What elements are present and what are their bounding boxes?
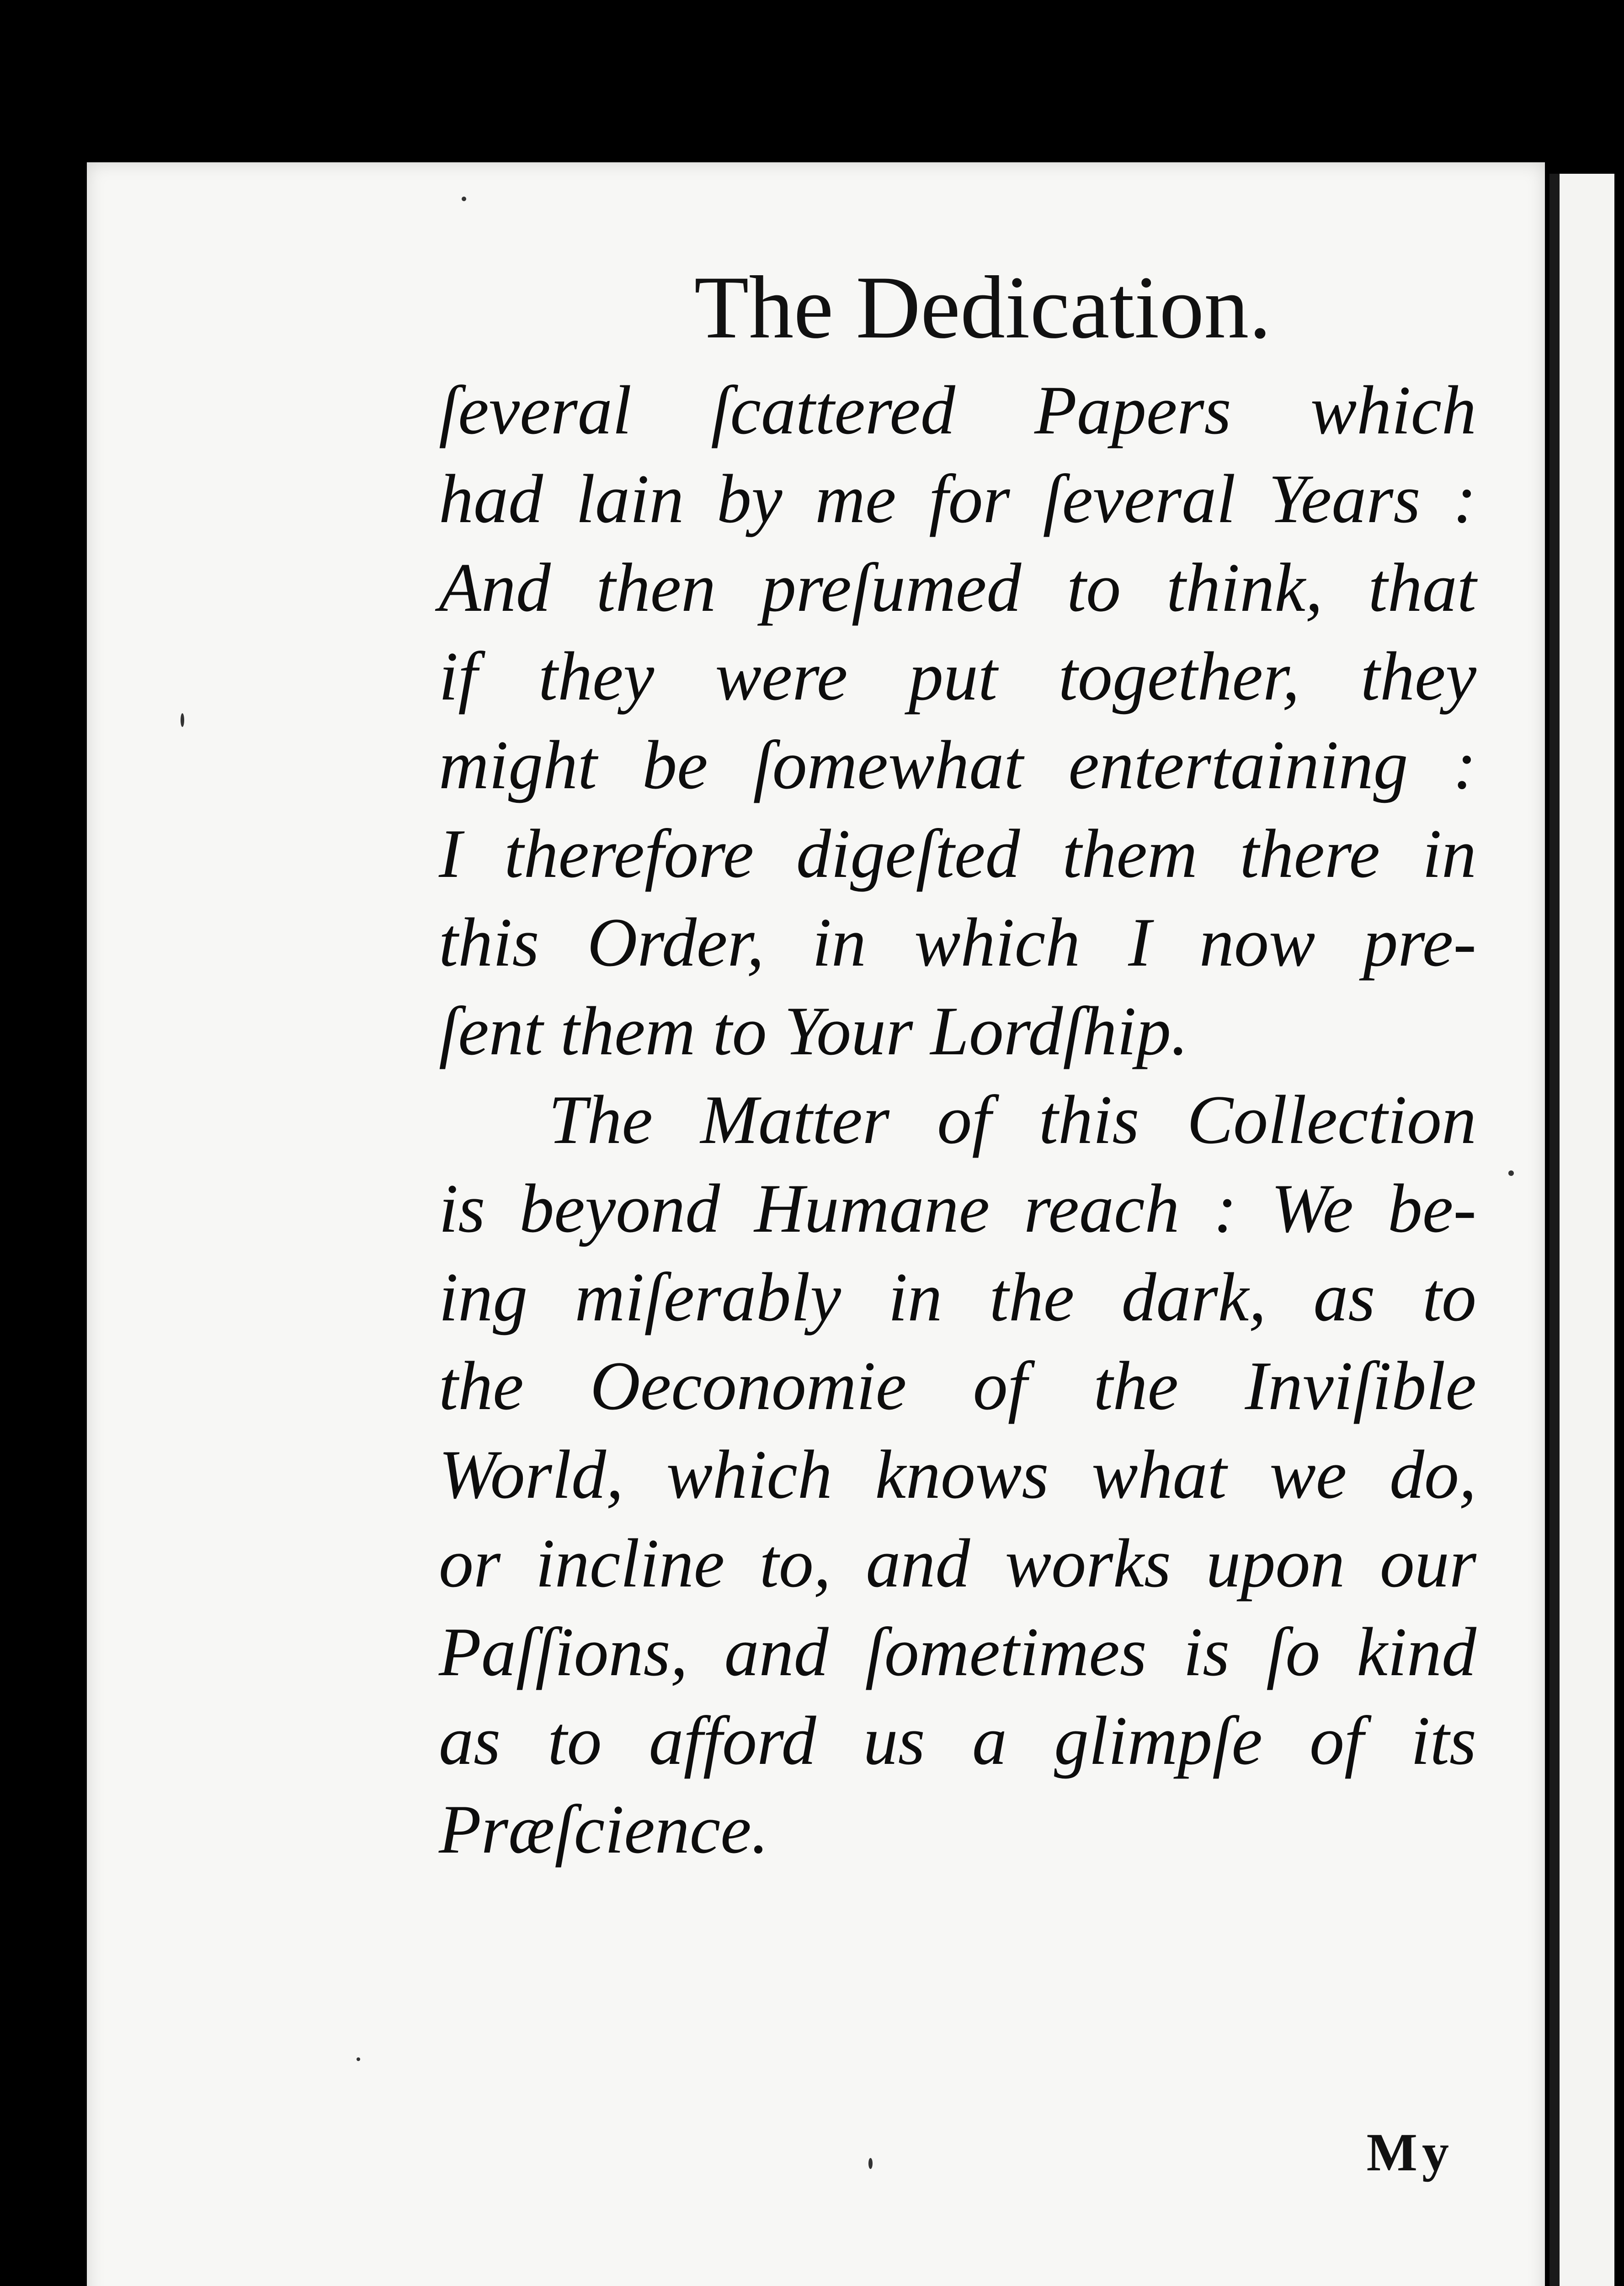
text-line: this Order, in which I now pre- — [439, 904, 1476, 981]
paper-speck — [1508, 1170, 1514, 1176]
text-line: Præſcience. — [439, 1791, 769, 1868]
running-head: The Dedication. — [694, 258, 1272, 357]
text-line: And then preſumed to think, that — [439, 549, 1476, 626]
text-line: Paſſions, and ſometimes is ſo kind — [439, 1613, 1476, 1690]
paper-speck — [868, 2158, 873, 2169]
facing-page-edge — [1549, 174, 1614, 2286]
text-line: had lain by me for ſeveral Years : — [439, 460, 1476, 537]
text-line: ing miſerably in the dark, as to — [439, 1259, 1476, 1335]
text-line: ſeveral ſcattered Papers which — [439, 372, 1476, 449]
text-line: might be ſomewhat entertaining : — [439, 726, 1476, 803]
text-line: World, which knows what we do, — [439, 1436, 1476, 1513]
text-line: or incline to, and works upon our — [439, 1525, 1476, 1602]
catchword: My — [1366, 2122, 1454, 2182]
text-line: I therefore digeſted them there in — [439, 815, 1476, 892]
paper-speck — [462, 197, 466, 201]
paper-speck — [357, 2057, 360, 2061]
text-line: is beyond Humane reach : We be- — [439, 1170, 1476, 1247]
text-line: as to afford us a glimpſe of its — [439, 1702, 1476, 1779]
text-line: ſent them to Your Lordſhip. — [439, 993, 1188, 1069]
text-line: if they were put together, they — [439, 638, 1476, 715]
text-line: The Matter of this Collection — [548, 1081, 1476, 1158]
text-line: the Oeconomie of the Inviſible — [439, 1347, 1476, 1424]
dedication-text — [439, 366, 1476, 1874]
paper-speck — [181, 713, 184, 727]
